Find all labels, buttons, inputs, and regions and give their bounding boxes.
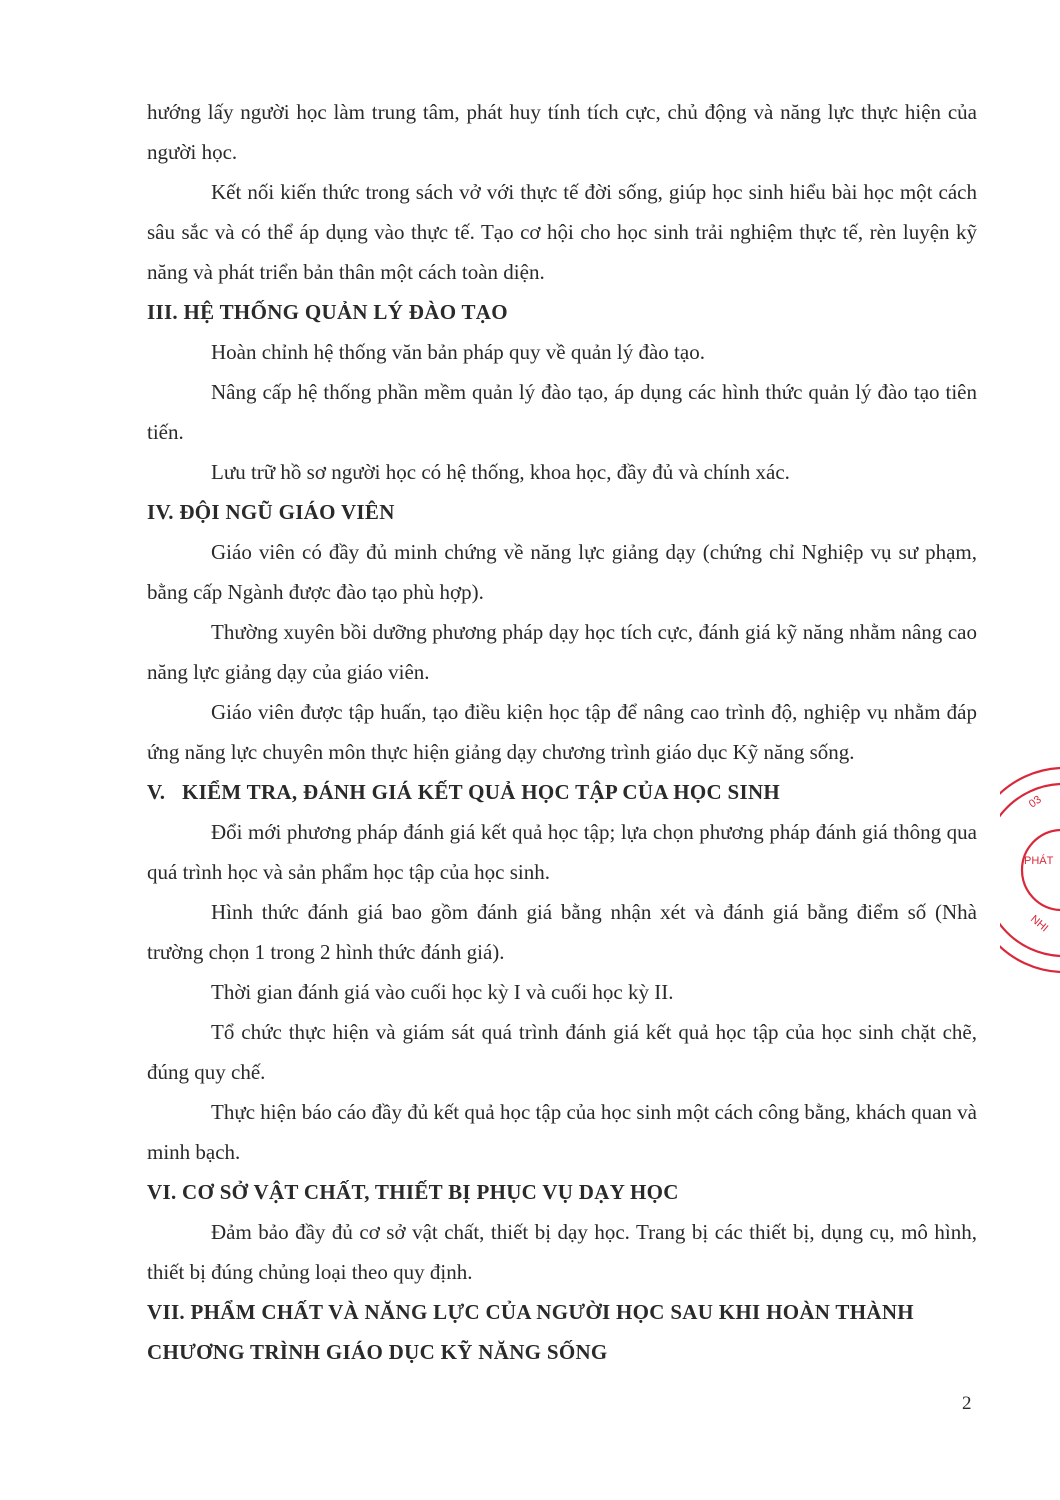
paragraph: Lưu trữ hồ sơ người học có hệ thống, khoa học, đầy đủ và chính xác.: [211, 460, 790, 484]
svg-text:PHÁT: PHÁT: [1024, 855, 1054, 867]
section-heading-assessment: V. KIỂM TRA, ĐÁNH GIÁ KẾT QUẢ HỌC TẬP CỦA HỌC SINH: [147, 780, 781, 804]
paragraph: Đảm bảo đầy đủ cơ sở vật chất, thiết bị dạy học. Trang bị các thiết bị, dụng cụ, mô hình, thiết bị đúng chủng loại theo quy định.: [147, 1220, 977, 1284]
paragraph: Thực hiện báo cáo đầy đủ kết quả học tập của học sinh một cách công bằng, khách quan và minh bạch.: [147, 1100, 977, 1164]
paragraph: Hình thức đánh giá bao gồm đánh giá bằng nhận xét và đánh giá bằng điểm số (Nhà trường chọn 1 trong 2 hình thức đánh giá).: [147, 900, 977, 964]
paragraph: Nâng cấp hệ thống phần mềm quản lý đào tạo, áp dụng các hình thức quản lý đào tạo tiên tiến.: [147, 380, 977, 444]
svg-text:03: 03: [1026, 793, 1044, 811]
section-heading-facilities: VI. CƠ SỞ VẬT CHẤT, THIẾT BỊ PHỤC VỤ DẠY HỌC: [147, 1180, 679, 1204]
paragraph: Kết nối kiến thức trong sách vở với thực tế đời sống, giúp học sinh hiểu bài học một cách sâu sắc và có thể áp dụng vào thực tế. Tạo cơ hội cho học sinh trải nghiệm thực tế, rèn luyện kỹ năng và phát triển bản thân một cách toàn diện.: [147, 180, 977, 284]
paragraph: Tổ chức thực hiện và giám sát quá trình đánh giá kết quả học tập của học sinh chặt chẽ, đúng quy chế.: [147, 1020, 977, 1084]
paragraph: Hoàn chỉnh hệ thống văn bản pháp quy về quản lý đào tạo.: [211, 340, 705, 364]
paragraph: Giáo viên được tập huấn, tạo điều kiện học tập để nâng cao trình độ, nghiệp vụ nhằm đáp ứng năng lực chuyên môn thực hiện giảng dạy chương trình giáo dục Kỹ năng sống.: [147, 700, 977, 764]
paragraph: Thường xuyên bồi dưỡng phương pháp dạy học tích cực, đánh giá kỹ năng nhằm nâng cao năng lực giảng dạy của giáo viên.: [147, 620, 977, 684]
paragraph: hướng lấy người học làm trung tâm, phát huy tính tích cực, chủ động và năng lực thực hiện của người học.: [147, 100, 977, 164]
section-heading-teaching-staff: IV. ĐỘI NGŨ GIÁO VIÊN: [147, 500, 395, 524]
section-heading-training-management: III. HỆ THỐNG QUẢN LÝ ĐÀO TẠO: [147, 300, 508, 324]
section-heading-learner-outcomes: VII. PHẨM CHẤT VÀ NĂNG LỰC CỦA NGƯỜI HỌC SAU KHI HOÀN THÀNH CHƯƠNG TRÌNH GIÁO DỤC KỸ NĂNG SỐNG: [147, 1300, 914, 1364]
document-body: [147, 92, 977, 1372]
svg-text:NHI: NHI: [1028, 913, 1051, 935]
paragraph: Giáo viên có đầy đủ minh chứng về năng lực giảng dạy (chứng chỉ Nghiệp vụ sư phạm, bằng cấp Ngành được đào tạo phù hợp).: [147, 540, 977, 604]
paragraph: Đổi mới phương pháp đánh giá kết quả học tập; lựa chọn phương pháp đánh giá thông qua quá trình học và sản phẩm học tập của học sinh.: [147, 820, 977, 884]
red-seal-stamp: [1000, 760, 1060, 980]
page-number: 2: [962, 1393, 972, 1414]
paragraph: Thời gian đánh giá vào cuối học kỳ I và cuối học kỳ II.: [211, 980, 674, 1004]
